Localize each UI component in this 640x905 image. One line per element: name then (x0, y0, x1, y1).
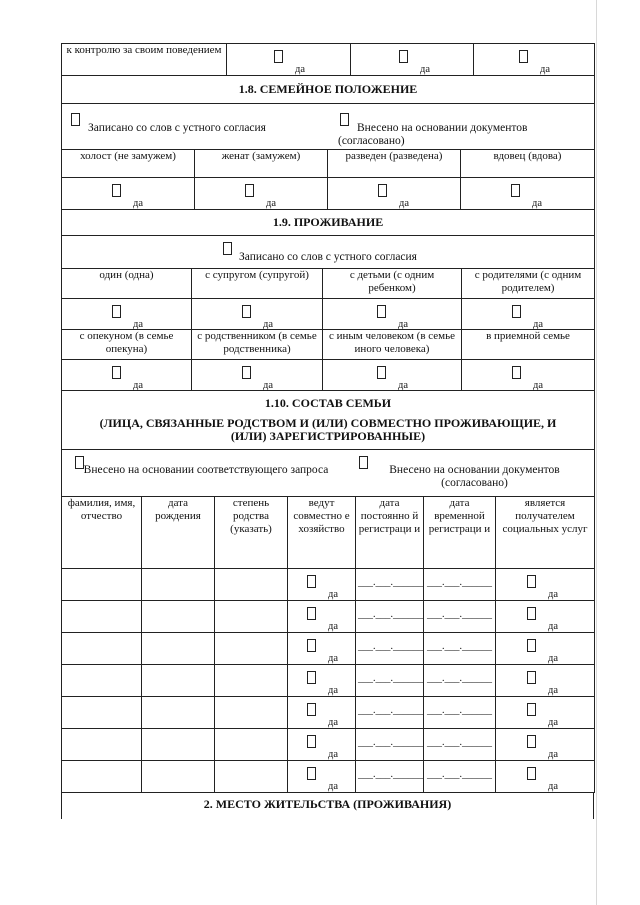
checkbox-recorded-verbally[interactable] (223, 242, 232, 255)
living-with-relative-check[interactable]: да (192, 360, 323, 391)
checkbox[interactable] (112, 366, 121, 379)
relationship-cell[interactable] (215, 729, 288, 761)
family-member-row (62, 569, 595, 601)
section-1-9-table (61, 209, 595, 391)
checkbox[interactable] (274, 50, 283, 63)
section-2-table (61, 792, 594, 819)
living-alone: один (одна) (62, 269, 192, 299)
living-with-guardian: с опекуном (в семье опекуна) (62, 330, 192, 360)
family-member-row (62, 665, 595, 697)
joint-household-check[interactable]: да (288, 729, 356, 761)
page-edge-line (596, 0, 597, 905)
living-with-other-person-check[interactable]: да (323, 360, 462, 391)
temporary-registration-date[interactable]: ___.___.______ (424, 569, 496, 601)
checkbox[interactable] (377, 366, 386, 379)
relationship-cell[interactable] (215, 697, 288, 729)
joint-household-check[interactable]: да (288, 697, 356, 729)
checkbox[interactable] (511, 184, 520, 197)
section-1-8-title: 1.8. СЕМЕЙНОЕ ПОЛОЖЕНИЕ (62, 76, 595, 104)
social-services-check[interactable]: да (496, 665, 595, 697)
checkbox[interactable] (242, 305, 251, 318)
status-divorced: разведен (разведена) (328, 150, 461, 178)
family-member-row (62, 633, 595, 665)
full-name-cell[interactable] (62, 633, 142, 665)
checkbox[interactable] (307, 639, 316, 652)
full-name-cell[interactable] (62, 697, 142, 729)
checkbox-recorded-verbally[interactable] (71, 113, 80, 126)
col-social-services: является получателем социальных услуг (496, 497, 595, 569)
living-with-parents: с родителями (с одним родителем) (462, 269, 595, 299)
behavior-option-2[interactable]: да (351, 44, 474, 76)
checkbox[interactable] (242, 366, 251, 379)
living-with-spouse: с супругом (супругой) (192, 269, 323, 299)
behavior-option-3[interactable]: да (474, 44, 595, 76)
permanent-registration-date[interactable]: ___.___.______ (356, 633, 424, 665)
birth-date-cell[interactable] (142, 633, 215, 665)
full-name-cell[interactable] (62, 729, 142, 761)
permanent-registration-date[interactable]: ___.___.______ (356, 729, 424, 761)
option-recorded-verbally: Записано со слов с устного согласия (88, 122, 266, 134)
full-name-cell[interactable] (62, 601, 142, 633)
social-services-check[interactable]: да (496, 761, 595, 793)
checkbox[interactable] (307, 735, 316, 748)
col-birth-date: дата рождения (142, 497, 215, 569)
col-full-name: фамилия, имя, отчество (62, 497, 142, 569)
living-with-children: с детьми (с одним ребенком) (323, 269, 462, 299)
checkbox[interactable] (307, 767, 316, 780)
checkbox[interactable] (512, 305, 521, 318)
permanent-registration-date[interactable]: ___.___.______ (356, 601, 424, 633)
section-2-title: 2. МЕСТО ЖИТЕЛЬСТВА (ПРОЖИВАНИЯ) (62, 793, 594, 819)
joint-household-check[interactable]: да (288, 601, 356, 633)
checkbox[interactable] (378, 184, 387, 197)
col-permanent-registration: дата постоянно й регистраци и (356, 497, 424, 569)
temporary-registration-date[interactable]: ___.___.______ (424, 761, 496, 793)
permanent-registration-date[interactable]: ___.___.______ (356, 697, 424, 729)
living-with-guardian-check[interactable]: да (62, 360, 192, 391)
full-name-cell[interactable] (62, 569, 142, 601)
temporary-registration-date[interactable]: ___.___.______ (424, 633, 496, 665)
option-request: Внесено на основании соответствующего запроса (83, 464, 329, 476)
family-member-row (62, 601, 595, 633)
birth-date-cell[interactable] (142, 601, 215, 633)
behavior-label: к контролю за своим поведением (62, 44, 227, 76)
col-temporary-registration: дата временной регистраци и (424, 497, 496, 569)
checkbox[interactable] (307, 607, 316, 620)
col-relationship: степень родства (указать) (215, 497, 288, 569)
living-foster-family: в приемной семье (462, 330, 595, 360)
social-services-check[interactable]: да (496, 697, 595, 729)
section-1-10-source-options (62, 450, 595, 497)
temporary-registration-date[interactable]: ___.___.______ (424, 601, 496, 633)
living-with-spouse-check[interactable]: да (192, 299, 323, 330)
birth-date-cell[interactable] (142, 729, 215, 761)
checkbox[interactable] (112, 305, 121, 318)
family-member-row (62, 761, 595, 793)
living-foster-family-check[interactable]: да (462, 360, 595, 391)
status-single: холост (не замужем) (62, 150, 195, 178)
checkbox[interactable] (527, 575, 536, 588)
behavior-control-table (61, 43, 595, 76)
birth-date-cell[interactable] (142, 569, 215, 601)
section-1-8-source-options (62, 104, 595, 150)
section-1-10-subtitle: (ЛИЦА, СВЯЗАННЫЕ РОДСТВОМ И (ИЛИ) СОВМЕСТНО ПРОЖИВАЮЩИЕ, И (ИЛИ) ЗАРЕГИСТРИРОВАННЫЕ) (99, 416, 557, 443)
social-services-check[interactable]: да (496, 633, 595, 665)
permanent-registration-date[interactable]: ___.___.______ (356, 569, 424, 601)
form-page (61, 43, 594, 819)
family-rows (62, 569, 595, 793)
joint-household-check[interactable]: да (288, 633, 356, 665)
living-with-relative: с родственником (в семье родственника) (192, 330, 323, 360)
col-joint-household: ведут совместно е хозяйство (288, 497, 356, 569)
checkbox[interactable] (527, 639, 536, 652)
living-with-other-person: с иным человеком (в семье иного человека) (323, 330, 462, 360)
status-married-check[interactable]: да (195, 178, 328, 210)
behavior-option-1[interactable]: да (227, 44, 351, 76)
temporary-registration-date[interactable]: ___.___.______ (424, 697, 496, 729)
status-widowed: вдовец (вдова) (461, 150, 595, 178)
joint-household-check[interactable]: да (288, 665, 356, 697)
section-1-10-title: 1.10. СОСТАВ СЕМЬИ (264, 396, 392, 410)
checkbox[interactable] (519, 50, 528, 63)
checkbox[interactable] (527, 767, 536, 780)
permanent-registration-date[interactable]: ___.___.______ (356, 761, 424, 793)
checkbox[interactable] (112, 184, 121, 197)
birth-date-cell[interactable] (142, 665, 215, 697)
temporary-registration-date[interactable]: ___.___.______ (424, 729, 496, 761)
checkbox[interactable] (527, 607, 536, 620)
family-member-row (62, 697, 595, 729)
birth-date-cell[interactable] (142, 761, 215, 793)
relationship-cell[interactable] (215, 601, 288, 633)
birth-date-cell[interactable] (142, 697, 215, 729)
option-documents: Внесено на основании документов (согласовано) (338, 122, 528, 147)
status-married: женат (замужем) (195, 150, 328, 178)
joint-household-check[interactable]: да (288, 569, 356, 601)
living-with-children-check[interactable]: да (323, 299, 462, 330)
social-services-check[interactable]: да (496, 569, 595, 601)
status-single-check[interactable]: да (62, 178, 195, 210)
checkbox[interactable] (245, 184, 254, 197)
status-widowed-check[interactable]: да (461, 178, 595, 210)
checkbox[interactable] (399, 50, 408, 63)
checkbox[interactable] (377, 305, 386, 318)
social-services-check[interactable]: да (496, 601, 595, 633)
checkbox[interactable] (307, 575, 316, 588)
checkbox[interactable] (307, 671, 316, 684)
section-1-9-source-options (62, 236, 595, 269)
option-recorded-verbally: Записано со слов с устного согласия (239, 251, 417, 263)
checkbox[interactable] (512, 366, 521, 379)
temporary-registration-date[interactable]: ___.___.______ (424, 665, 496, 697)
permanent-registration-date[interactable]: ___.___.______ (356, 665, 424, 697)
relationship-cell[interactable] (215, 633, 288, 665)
living-alone-check[interactable]: да (62, 299, 192, 330)
checkbox[interactable] (527, 703, 536, 716)
section-1-10-heading (62, 391, 595, 450)
relationship-cell[interactable] (215, 569, 288, 601)
section-1-10-table (61, 390, 595, 793)
social-services-check[interactable]: да (496, 729, 595, 761)
living-with-parents-check[interactable]: да (462, 299, 595, 330)
relationship-cell[interactable] (215, 761, 288, 793)
checkbox[interactable] (307, 703, 316, 716)
family-member-row (62, 729, 595, 761)
joint-household-check[interactable]: да (288, 761, 356, 793)
checkbox[interactable] (527, 671, 536, 684)
section-1-8-table (61, 75, 595, 210)
section-1-9-title: 1.9. ПРОЖИВАНИЕ (62, 210, 595, 236)
status-divorced-check[interactable]: да (328, 178, 461, 210)
option-documents: Внесено на основании документов (согласовано) (389, 464, 560, 489)
relationship-cell[interactable] (215, 665, 288, 697)
checkbox[interactable] (527, 735, 536, 748)
full-name-cell[interactable] (62, 761, 142, 793)
full-name-cell[interactable] (62, 665, 142, 697)
